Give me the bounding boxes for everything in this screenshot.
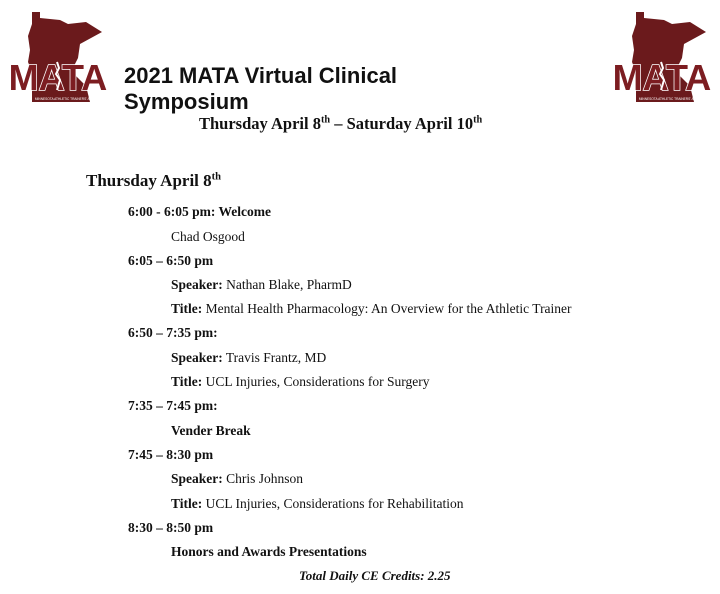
session-time: 7:35 – 7:45 pm: <box>128 398 218 413</box>
session-time: 6:50 – 7:35 pm: <box>128 325 218 340</box>
end-day: Saturday April 10 <box>346 114 474 133</box>
session-time: 6:00 - 6:05 pm: Welcome <box>128 204 271 219</box>
session-detail <box>171 229 245 245</box>
session-time: 7:45 – 8:30 pm <box>128 447 214 462</box>
page-title: 2021 MATA Virtual Clinical Symposium <box>124 63 398 114</box>
session-detail <box>171 423 251 439</box>
mata-logo-right <box>606 10 718 110</box>
detail-label: Speaker: <box>171 471 223 486</box>
detail-text: Travis Frantz, MD <box>222 350 327 365</box>
detail-label: Title: <box>171 374 203 389</box>
date-separator: – <box>330 114 347 133</box>
svg-text:MATA: MATA <box>8 57 108 98</box>
detail-text: Nathan Blake, PharmD <box>222 277 352 292</box>
session-time: 6:05 – 6:50 pm <box>128 253 214 268</box>
session-time: 8:30 – 8:50 pm <box>128 520 214 535</box>
detail-label: Title: <box>171 496 203 511</box>
mata-logo-left <box>2 10 114 110</box>
detail-label: Honors and Awards Presentations <box>171 544 367 559</box>
start-day-suffix: th <box>320 114 331 126</box>
detail-label: Title: <box>171 301 203 316</box>
session-detail <box>171 301 572 317</box>
detail-text: Mental Health Pharmacology: An Overview for the Athletic Trainer <box>202 301 572 316</box>
minnesota-state-logo-icon <box>606 10 718 110</box>
event-dates <box>199 114 482 134</box>
detail-label: Speaker: <box>171 350 223 365</box>
svg-text:MINNESOTA ATHLETIC TRAINERS' A: MINNESOTA ATHLETIC TRAINERS' ASSOCIATION <box>638 97 714 101</box>
detail-text: UCL Injuries, Considerations for Rehabilitation <box>202 496 464 511</box>
day-suffix: th <box>211 171 222 183</box>
session-detail <box>171 496 463 512</box>
detail-text: Chris Johnson <box>222 471 304 486</box>
day-heading <box>86 171 221 191</box>
start-day: Thursday April 8 <box>199 114 321 133</box>
end-day-suffix: th <box>473 114 483 126</box>
minnesota-state-logo-icon <box>2 10 114 110</box>
detail-text: UCL Injuries, Considerations for Surgery <box>202 374 430 389</box>
day-label: Thursday April 8 <box>86 171 212 190</box>
session-detail <box>171 350 326 366</box>
session-detail <box>171 544 367 560</box>
detail-label: Speaker: <box>171 277 223 292</box>
session-detail <box>171 471 303 487</box>
session-detail <box>171 374 429 390</box>
detail-text: Chad Osgood <box>171 229 245 244</box>
detail-label: Vender Break <box>171 423 251 438</box>
svg-text:MINNESOTA ATHLETIC TRAINERS' A: MINNESOTA ATHLETIC TRAINERS' ASSOCIATION <box>34 97 110 101</box>
svg-text:MATA: MATA <box>612 57 712 98</box>
session-detail <box>171 277 352 293</box>
total-ce-credits: Total Daily CE Credits: 2.25 <box>299 568 451 583</box>
